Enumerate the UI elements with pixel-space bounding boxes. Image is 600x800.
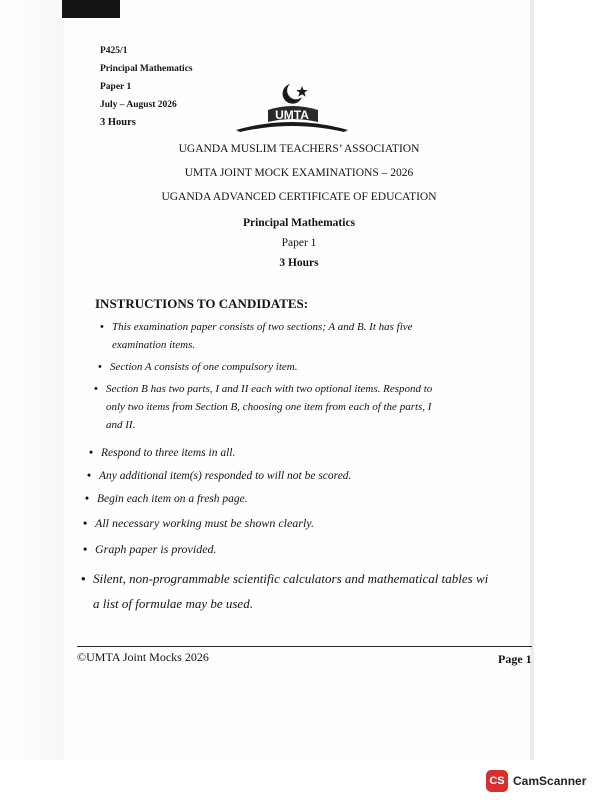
- instruction-line: Section A consists of one compulsory item.: [110, 361, 298, 373]
- paper-meta: [100, 42, 193, 132]
- instruction-line: This examination paper consists of two sections; A and B. It has five: [112, 321, 413, 333]
- subject-title: Principal Mathematics: [242, 217, 356, 229]
- instruction-line: Graph paper is provided.: [95, 542, 217, 556]
- instruction-item: [94, 380, 433, 434]
- paper-subject: Principal Mathematics: [100, 64, 193, 74]
- instruction-line: Silent, non-programmable scientific calculators and mathematical tables wi: [93, 571, 489, 586]
- instruction-item: [83, 540, 217, 558]
- paper-code: P425/1: [100, 46, 128, 56]
- exam-duration: 3 Hours: [100, 117, 136, 128]
- duration-title: 3 Hours: [279, 257, 319, 269]
- bullet-icon: •: [89, 447, 94, 459]
- bullet-icon: •: [83, 516, 88, 530]
- exam-series-title: UMTA JOINT MOCK EXAMINATIONS – 2026: [184, 167, 414, 179]
- camscanner-label: CamScanner: [513, 774, 587, 788]
- instruction-line: a list of formulae may be used.: [93, 596, 253, 611]
- instruction-line: examination items.: [112, 339, 196, 351]
- bullet-icon: •: [85, 493, 90, 505]
- instruction-line: Begin each item on a fresh page.: [97, 493, 248, 505]
- umta-logo-icon: [232, 80, 352, 134]
- scan-background: [0, 0, 64, 760]
- certificate-title: UGANDA ADVANCED CERTIFICATE OF EDUCATION: [161, 191, 437, 203]
- bullet-icon: •: [83, 542, 88, 556]
- bullet-icon: •: [100, 321, 104, 333]
- instructions-heading: INSTRUCTIONS TO CANDIDATES:: [95, 296, 309, 311]
- association-title: UGANDA MUSLIM TEACHERS’ ASSOCIATION: [178, 143, 420, 155]
- instruction-line: only two items from Section B, choosing one item from each of the parts, I: [106, 401, 432, 413]
- camscanner-icon: CS: [486, 770, 508, 792]
- camscanner-watermark: [486, 770, 586, 792]
- instruction-line: All necessary working must be shown clearly.: [95, 516, 314, 530]
- footer-divider: [77, 646, 532, 647]
- bullet-icon: •: [94, 383, 98, 395]
- instruction-item: [89, 444, 236, 462]
- instruction-line: Respond to three items in all.: [101, 447, 236, 459]
- exam-period: July – August 2026: [100, 100, 177, 110]
- instruction-line: Any additional item(s) responded to will not be scored.: [99, 470, 352, 482]
- scan-corner-shadow: [62, 0, 120, 18]
- bullet-icon: •: [81, 571, 86, 586]
- logo-text: UMTA: [275, 108, 309, 122]
- paper-number: Paper 1: [100, 82, 132, 92]
- instruction-item: [98, 358, 298, 376]
- instruction-item: [100, 318, 413, 354]
- bullet-icon: •: [98, 361, 102, 373]
- instruction-item: [85, 490, 248, 508]
- bullet-icon: •: [87, 470, 92, 482]
- footer-copyright: ©UMTA Joint Mocks 2026: [77, 650, 209, 664]
- instruction-item: [87, 467, 352, 485]
- footer-page-number: Page 1: [498, 652, 532, 666]
- instruction-item: [81, 566, 489, 616]
- instruction-line: Section B has two parts, I and II each with two optional items. Respond to: [106, 383, 433, 395]
- paper-title: Paper 1: [281, 237, 317, 249]
- instruction-line: and II.: [106, 419, 136, 431]
- instruction-item: [83, 514, 314, 532]
